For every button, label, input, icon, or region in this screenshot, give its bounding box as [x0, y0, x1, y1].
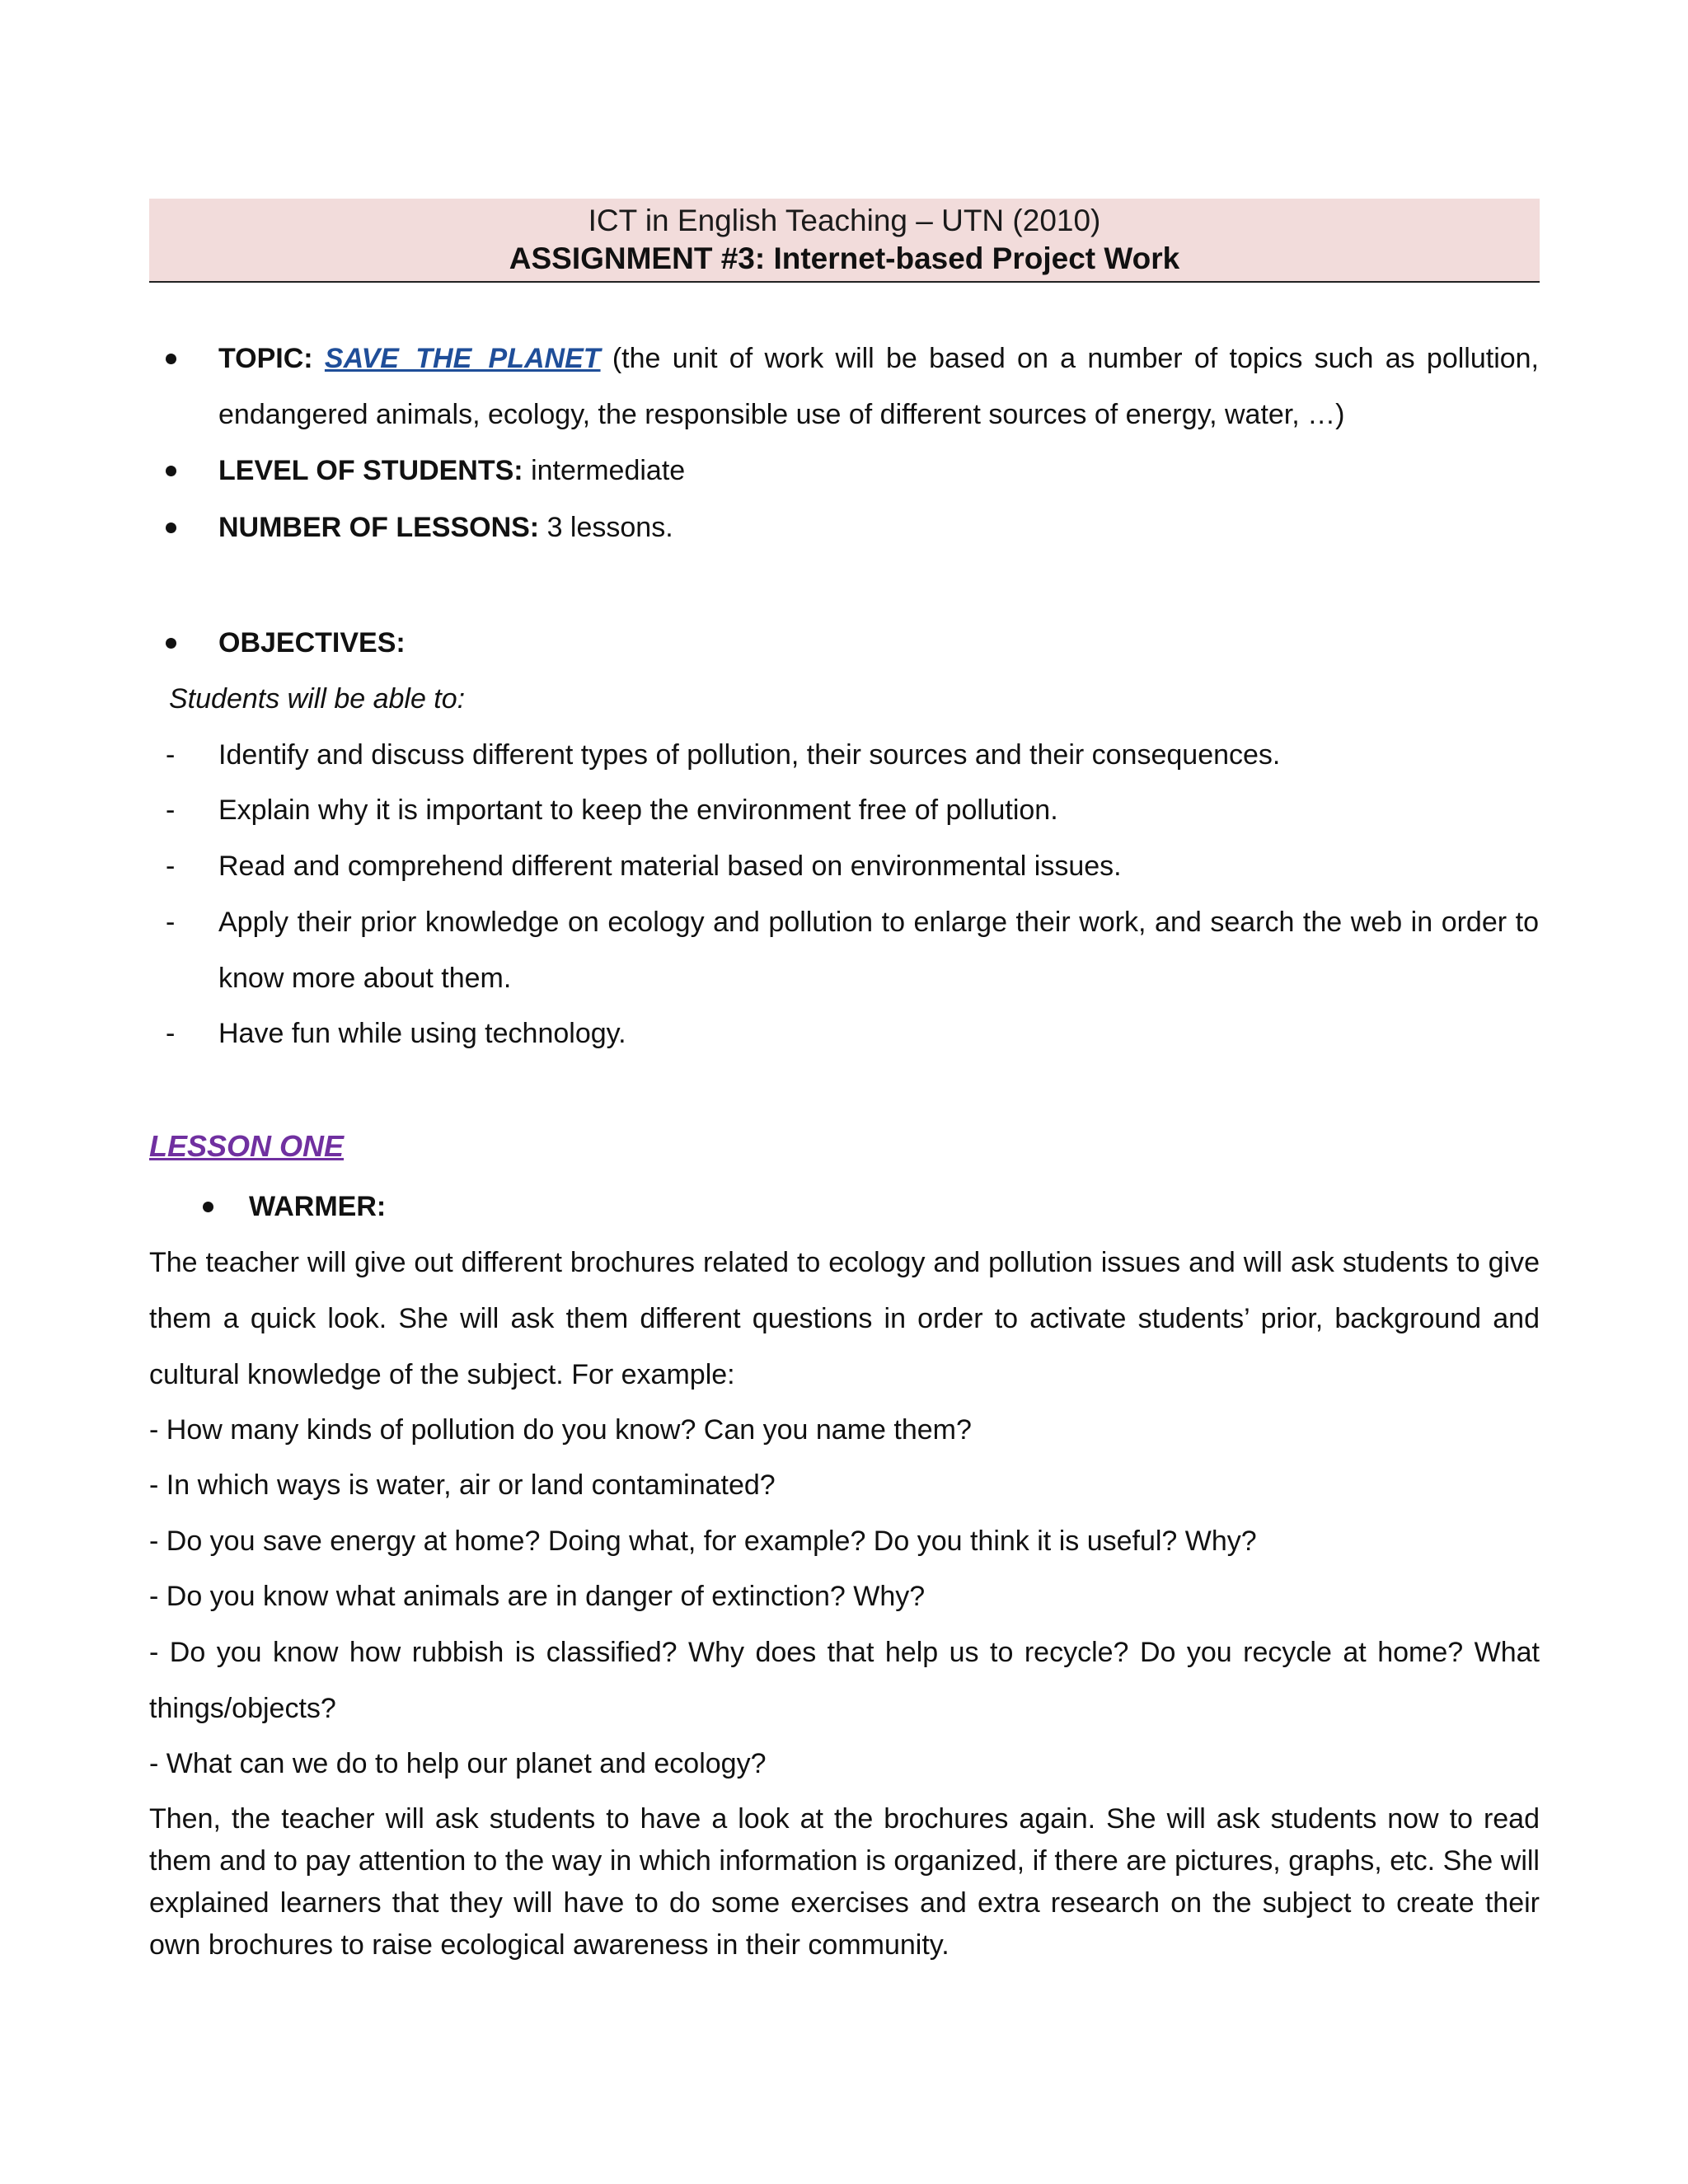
dash-marker: -: [166, 739, 176, 771]
warmer-question: - How many kinds of pollution do you know? Can you name them?: [149, 1414, 972, 1446]
objective-item: Read and comprehend different material based on environmental issues.: [218, 851, 1122, 882]
assignment-title: ASSIGNMENT #3: Internet-based Project Work: [509, 241, 1180, 275]
warmer-question: - In which ways is water, air or land contaminated?: [149, 1469, 776, 1501]
objectives-label-text: OBJECTIVES:: [218, 627, 406, 658]
topic-paragraph: [218, 330, 1539, 443]
warmer-closing: Then, the teacher will ask students to have a look at the brochures again. She will ask students now to read them and to pay attention to the way in which information is organized, if there are pictures, graphs, etc. She will explained learners that they will have to do some exercises and extra research on the subject to create their own brochures to raise ecological awareness in their community.: [149, 1803, 1540, 1961]
objective-item: Explain why it is important to keep the environment free of pollution.: [218, 794, 1058, 826]
course-title: ICT in English Teaching – UTN (2010): [588, 204, 1101, 237]
document-header: [149, 199, 1540, 283]
level-line: [218, 443, 685, 499]
lesson-one-heading[interactable]: [149, 1118, 344, 1175]
lessons-count-line: [218, 499, 673, 555]
lessons-count-value: 3 lessons.: [546, 512, 673, 543]
warmer-question: - What can we do to help our planet and ecology?: [149, 1748, 767, 1779]
bullet-icon: [166, 638, 176, 649]
lessons-count-label: NUMBER OF LESSONS:: [218, 512, 540, 543]
objectives-label: [218, 615, 406, 671]
bullet-icon: [166, 466, 176, 476]
warmer-intro: The teacher will give out different brochures related to ecology and pollution issues and will ask students to give them a quick look. She will ask them different questions in order to activate students’ prior, background and cultural knowledge of the subject. For example:: [149, 1247, 1540, 1390]
bullet-icon: [203, 1202, 213, 1212]
warmer-label-text: WARMER:: [249, 1191, 387, 1222]
level-value: intermediate: [531, 455, 686, 486]
objective-item: Have fun while using technology.: [218, 1018, 626, 1049]
dash-marker: -: [166, 851, 176, 882]
objectives-intro: Students will be able to:: [169, 683, 466, 715]
warmer-question: - Do you know how rubbish is classified? Why does that help us to recycle? Do you recycle at home? What things/objects?: [149, 1637, 1540, 1724]
topic-link[interactable]: SAVE THE PLANET: [324, 343, 601, 374]
lesson-one-title[interactable]: LESSON ONE: [149, 1129, 345, 1163]
warmer-question: - Do you know what animals are in danger of extinction? Why?: [149, 1581, 926, 1612]
level-label: LEVEL OF STUDENTS:: [218, 455, 523, 486]
dash-marker: -: [166, 794, 176, 826]
topic-label: TOPIC:: [218, 343, 313, 374]
warmer-label: [249, 1179, 386, 1235]
objective-item: Identify and discuss different types of pollution, their sources and their consequences.: [218, 739, 1281, 771]
warmer-question: - Do you save energy at home? Doing what, for example? Do you think it is useful? Why?: [149, 1526, 1257, 1557]
objective-item: Apply their prior knowledge on ecology and pollution to enlarge their work, and search the web in order to know more about them.: [218, 907, 1539, 994]
bullet-icon: [166, 354, 176, 364]
dash-marker: -: [166, 907, 176, 938]
dash-marker: -: [166, 1018, 176, 1049]
bullet-icon: [166, 523, 176, 533]
topic-description: (the unit of work will be based on a number of topics such as pollution, endangered animals, ecology, the responsible use of different sources of energy, water, …): [218, 343, 1540, 430]
